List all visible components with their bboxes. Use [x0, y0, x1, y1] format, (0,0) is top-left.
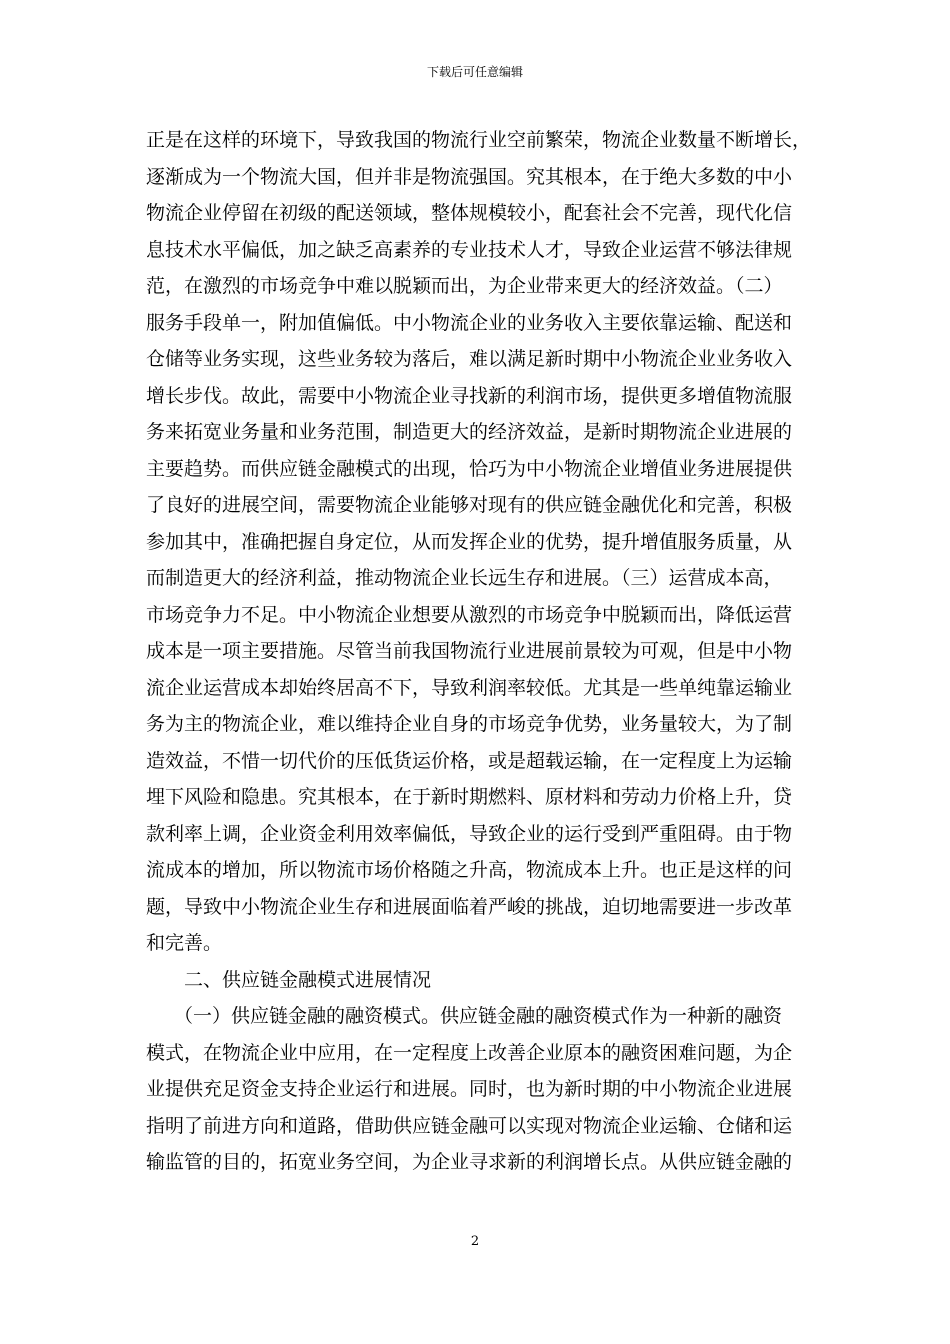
body-line: 输监管的目的，拓宽业务空间，为企业寻求新的利润增长点。从供应链金融的: [146, 1151, 793, 1173]
body-line: 埋下风险和隐患。究其根本，在于新时期燃料、原材料和劳动力价格上升，贷: [146, 786, 793, 808]
page-header: 下载后可任意编辑: [426, 65, 523, 79]
body-line: 范，在激烈的市场竞争中难以脱颖而出，为企业带来更大的经济效益。（二）: [146, 275, 783, 297]
body-line: 模式，在物流企业中应用，在一定程度上改善企业原本的融资困难问题，为企: [146, 1041, 793, 1064]
section-heading: 二、供应链金融模式进展情况: [184, 968, 432, 991]
body-line: 而制造更大的经济利益，推动物流企业长远生存和进展。（三）运营成本高，: [146, 567, 783, 589]
body-line: 逐渐成为一个物流大国，但并非是物流强国。究其根本，在于绝大多数的中小: [146, 165, 793, 188]
body-line: 正是在这样的环境下，导致我国的物流行业空前繁荣，物流企业数量不断增长，: [146, 129, 812, 151]
body-line: 增长步伐。故此，需要中小物流企业寻找新的利润市场，提供更多增值物流服: [146, 384, 793, 407]
body-line: 成本是一项主要措施。尽管当前我国物流行业进展前景较为可观，但是中小物: [146, 640, 793, 662]
page-number: 2: [470, 1234, 480, 1249]
body-line: 流成本的增加，所以物流市场价格随之升高，物流成本上升。也正是这样的问: [146, 859, 793, 881]
body-line: （一）供应链金融的融资模式。供应链金融的融资模式作为一种新的融资: [174, 1005, 783, 1027]
document-body: [146, 122, 812, 1181]
body-line: 题，导致中小物流企业生存和进展面临着严峻的挑战，迫切地需要进一步改革: [146, 895, 793, 918]
body-line: 和完善。: [146, 932, 223, 954]
body-line: 了良好的进展空间，需要物流企业能够对现有的供应链金融优化和完善，积极: [146, 494, 793, 516]
body-line: 息技术水平偏低，加之缺乏高素养的专业技术人才，导致企业运营不够法律规: [146, 238, 793, 261]
body-line: 参加其中，准确把握自身定位，从而发挥企业的优势，提升增值服务质量，从: [146, 530, 793, 553]
body-line: 仓储等业务实现，这些业务较为落后，难以满足新时期中小物流企业业务收入: [146, 348, 793, 370]
body-line: 业提供充足资金支持企业运行和进展。同时，也为新时期的中小物流企业进展: [146, 1078, 793, 1100]
body-line: 务来拓宽业务量和业务范围，制造更大的经济效益，是新时期物流企业进展的: [146, 421, 793, 443]
body-line: 物流企业停留在初级的配送领域，整体规模较小，配套社会不完善，现代化信: [146, 202, 793, 224]
body-line: 市场竞争力不足。中小物流企业想要从激烈的市场竞争中脱颖而出，降低运营: [146, 603, 793, 626]
body-line: 款利率上调，企业资金利用效率偏低，导致企业的运行受到严重阻碍。由于物: [146, 822, 793, 845]
body-line: 服务手段单一，附加值偏低。中小物流企业的业务收入主要依靠运输、配送和: [146, 311, 793, 334]
body-line: 流企业运营成本却始终居高不下，导致利润率较低。尤其是一些单纯靠运输业: [146, 676, 793, 699]
body-line: 造效益，不惜一切代价的压低货运价格，或是超载运输，在一定程度上为运输: [146, 749, 793, 772]
body-line: 指明了前进方向和道路，借助供应链金融可以实现对物流企业运输、仓储和运: [146, 1114, 793, 1137]
body-line: 主要趋势。而供应链金融模式的出现，恰巧为中小物流企业增值业务进展提供: [146, 457, 793, 480]
body-line: 务为主的物流企业，难以维持企业自身的市场竞争优势，业务量较大，为了制: [146, 713, 793, 735]
